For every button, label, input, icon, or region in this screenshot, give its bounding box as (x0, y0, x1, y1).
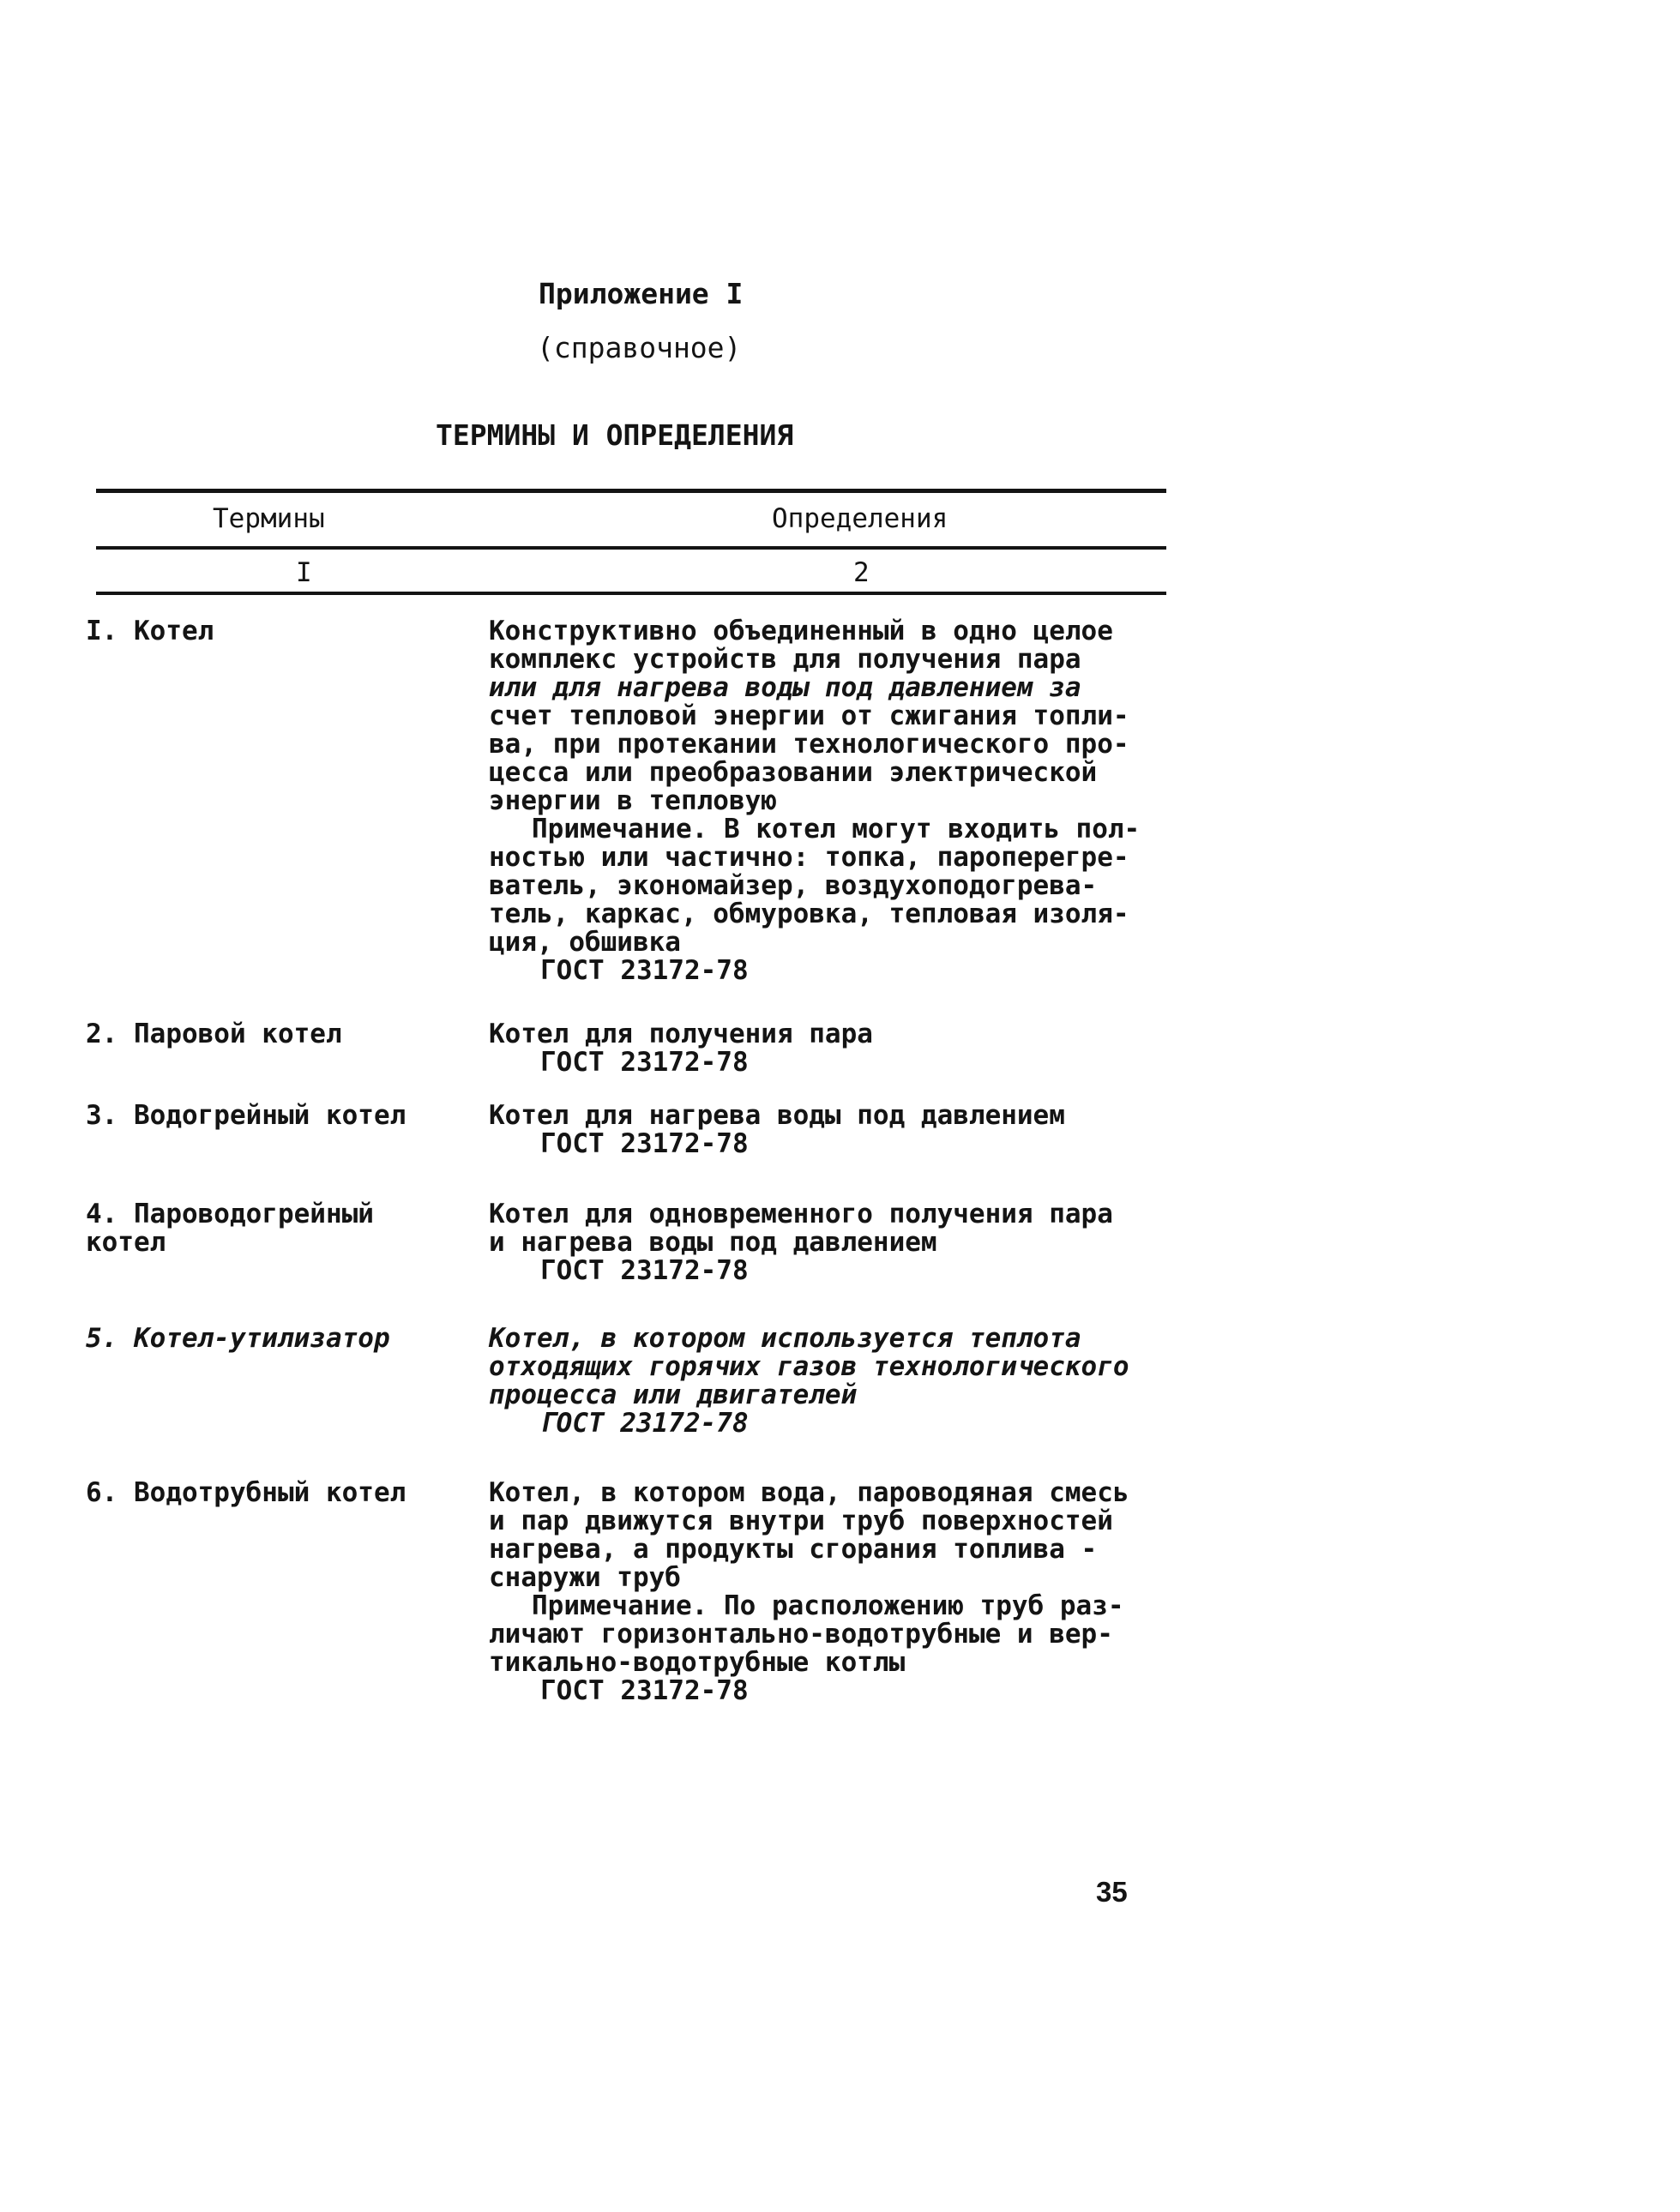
note-line: Примечание. В котел могут входить пол- (532, 814, 1141, 845)
definition-line: процесса или двигателей (489, 1379, 858, 1410)
definition-text (489, 617, 1192, 985)
definition-line: комплекс устройств для получения пара (489, 644, 1081, 675)
definition-line: Котел, в котором используется теплота (489, 1323, 1081, 1354)
column-header-terms: Термины (213, 503, 325, 534)
definition-line: нагрева, а продукты сгорания топлива - (489, 1534, 1098, 1565)
definition-line: энергии в тепловую (489, 785, 777, 816)
definition-text (489, 1325, 1192, 1438)
page-number: 35 (1096, 1876, 1128, 1908)
gost-reference: ГОСТ 23172-78 (540, 1675, 749, 1706)
column-header-definitions: Определения (772, 503, 948, 534)
note-line: ция, обшивка (489, 927, 681, 958)
term-text: I. Котел (86, 616, 214, 646)
table-numbers-rule (96, 592, 1166, 595)
definition-line: или для нагрева воды под давлением за (489, 672, 1081, 703)
term-text: 5. Котел-утилизатор (86, 1323, 390, 1354)
definition-line: и нагрева воды под давлением (489, 1227, 937, 1258)
gost-reference: ГОСТ 23172-78 (540, 955, 749, 986)
gost-reference: ГОСТ 23172-78 (540, 1047, 749, 1078)
definition-line: цесса или преобразовании электрической (489, 757, 1098, 788)
table-top-rule (96, 489, 1166, 493)
definition-line: счет тепловой энергии от сжигания топли- (489, 700, 1129, 731)
column-number-1: I (296, 557, 312, 588)
note-line: ватель, экономайзер, воздухоподогрева- (489, 870, 1098, 901)
definition-text (489, 1479, 1192, 1705)
definition-text (489, 1020, 1192, 1077)
note-line: тикально-водотрубные котлы (489, 1647, 906, 1678)
page-title: ТЕРМИНЫ И ОПРЕДЕЛЕНИЯ (436, 418, 794, 452)
gost-reference: ГОСТ 23172-78 (540, 1128, 749, 1159)
definition-line: ва, при протекании технологического про- (489, 729, 1129, 760)
definition-line: Котел для получения пара (489, 1019, 873, 1049)
gost-reference: ГОСТ 23172-78 (540, 1408, 749, 1439)
table-header-rule (96, 546, 1166, 550)
term-text: 6. Водотрубный котел (86, 1477, 406, 1508)
definition-line: и пар движутся внутри труб поверхностей (489, 1506, 1113, 1536)
appendix-note: (справочное) (537, 331, 742, 364)
definition-text (489, 1102, 1192, 1158)
definition-line: Котел для одновременного получения пара (489, 1199, 1113, 1229)
definition-line: отходящих горячих газов технологического (489, 1351, 1129, 1382)
term-text: 2. Паровой котел (86, 1019, 342, 1049)
note-line: личают горизонтально-водотрубные и вер- (489, 1619, 1113, 1650)
note-line: тель, каркас, обмуровка, тепловая изоля- (489, 899, 1129, 929)
note-line: Примечание. По расположению труб раз- (532, 1590, 1124, 1621)
definition-line: снаружи труб (489, 1562, 681, 1593)
definition-line: Котел, в котором вода, пароводяная смесь (489, 1477, 1129, 1508)
term-text: 4. Пароводогрейный котел (86, 1199, 374, 1258)
definition-line: Котел для нагрева воды под давлением (489, 1100, 1065, 1131)
note-line: ностью или частично: топка, пароперегре- (489, 842, 1129, 873)
column-number-2: 2 (853, 557, 870, 588)
gost-reference: ГОСТ 23172-78 (540, 1255, 749, 1286)
appendix-label: Приложение I (539, 277, 744, 310)
definition-line: Конструктивно объединенный в одно целое (489, 616, 1113, 646)
definition-text (489, 1200, 1192, 1285)
term-text: 3. Водогрейный котел (86, 1100, 406, 1131)
